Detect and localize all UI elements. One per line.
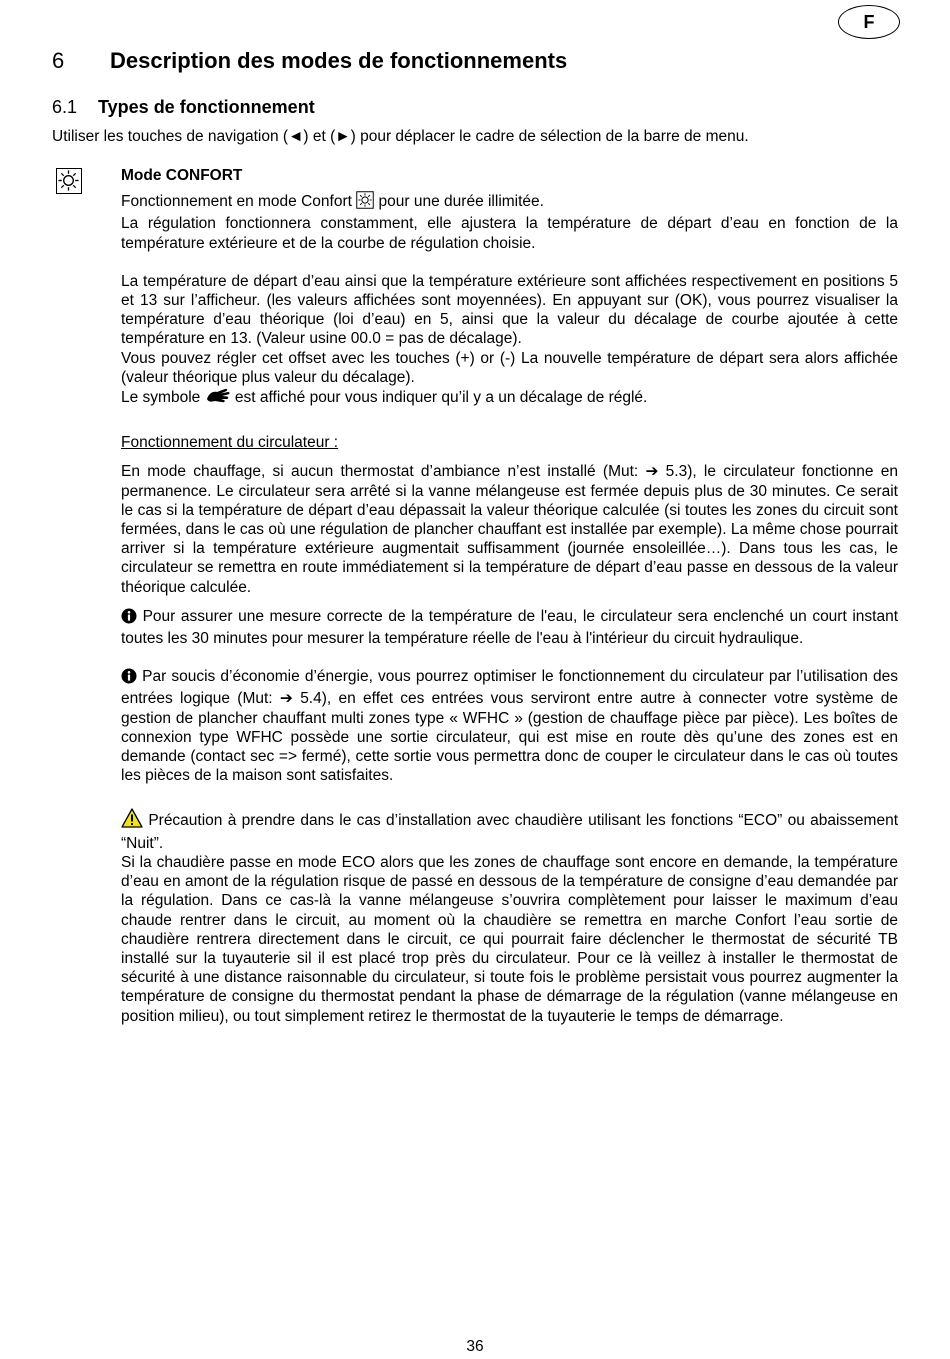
section-heading [52, 48, 567, 74]
language-badge-label: F [863, 11, 875, 32]
mode-line1-after: pour une durée illimitée. [378, 193, 544, 211]
sun-inline-icon [356, 191, 374, 214]
caution-title [121, 808, 898, 852]
circulator-para: En mode chauffage, si aucun thermostat d’ambiance n’est installé (Mut: ➔ 5.3), le circulateur fonctionne en permanence. Le circulateur sera arrêté si la vanne mélangeuse est fermée depuis plus de 30 minutes. Ce serait le cas si la température de départ d’eau dépassait la valeur théorique calculée (si toutes les zones du circuit sont fermées, dans le cas où une régulation de plancher chauffant est installée par exemple). La même chose pourrait arriver si la température extérieure augmentait suffisamment (journée ensoleillée…). Dans tous les cas, le circulateur se remettra en route immédiatement si la température de départ d’eau passe en dessous de la valeur théorique calculée. [121, 463, 898, 596]
intro-text: Utiliser les touches de navigation (◄) et (►) pour déplacer le cadre de sélection de la barre de menu. [52, 128, 749, 145]
caution-title-text: Précaution à prendre dans le cas d’installation avec chaudière utilisant les fonctions “ECO” ou abaissement “Nuit”. [121, 812, 899, 852]
page-number: 36 [466, 1338, 484, 1355]
section-title: Description des modes de fonctionnements [110, 48, 568, 73]
section-number: 6 [52, 48, 65, 73]
info-note-2 [121, 667, 898, 785]
info-note-2-text: Par soucis d’économie d’énergie, vous pourrez optimiser le fonctionnement du circulateur par l’utilisation des entrées logique (Mut: ➔ 5.4), en effet ces entrées vous serviront entre autre à connecter votre système de gestion de plancher chauffant multi zones type « WFHC » (gestion de chauffage pièce par pièce). Les boîtes de connexion type WFHC possède une sortie circulateur, qui est mise en route dès qu’une des zones est en demande (contact sec => fermé), cette sortie vous permettra donc de couper le circulateur dans le cas où toutes les pièces de la maison sont satisfaites. [121, 668, 898, 785]
mode-symbol-line [121, 387, 898, 410]
language-badge [838, 5, 900, 39]
caution-para: Si la chaudière passe en mode ECO alors que les zones de chauffage sont encore en demande, la température d’eau en amont de la régulation risque de passé en dessous de la température de consigne d’eau demandée par la régulation. Dans ce cas-là la vanne mélangeuse s’ouvrira complètement pour laisser le maximum d’eau chaude rentrer dans le circuit, au moment où la chaudière se remettra en marche Confort l’eau sortie de chaudière rentrera directement dans le circuit, ce qui pourrait faire déclencher le thermostat de sécurité TB installé sur la tuyauterie sil il est placé trop près du circulateur. Pour ce là veillez à installer le thermostat de sécurité à une distance raisonnable du circulateur, si toute fois le problème persistait vous pourrez augmenter la température de consigne du thermostat pendant la phase de démarrage de la régulation (vanne mélangeuse en position milieu), ou tout simplement retirez le thermostat de la tuyauterie le temps de démarrage. [121, 853, 898, 1025]
mode-line1 [121, 191, 898, 214]
subsection-number: 6.1 [52, 97, 78, 117]
hand-icon [205, 387, 231, 410]
mode-para2: La température de départ d’eau ainsi que la température extérieure sont affichées respectivement en positions 5 et 13 sur l’afficheur. (les valeurs affichées sont moyennées). En appuyant sur (OK), vous pourrez visualiser la température d’eau théorique (loi d’eau) en 5, ainsi que la valeur du décalage de courbe ajoutée à cette température en 13. (Valeur usine 00.0 = pas de décalage). [121, 272, 898, 348]
main-content [121, 166, 898, 1026]
mode-title: Mode CONFORT [121, 167, 243, 184]
subsection-heading [52, 97, 315, 118]
mode-line1-before: Fonctionnement en mode Confort [121, 193, 352, 211]
warning-icon [121, 808, 143, 833]
symbol-before: Le symbole [121, 389, 201, 407]
symbol-after: est affiché pour vous indiquer qu’il y a un décalage de réglé. [234, 389, 648, 407]
info-note-1 [121, 607, 898, 648]
info-icon [121, 668, 137, 689]
mode-para1: La régulation fonctionnera constamment, elle ajustera la température de départ d’eau en fonction de la température extérieure et de la courbe de régulation choisie. [121, 215, 898, 252]
circulator-heading: Fonctionnement du circulateur : [121, 434, 339, 452]
mode-para3: Vous pouvez régler cet offset avec les touches (+) or (-) La nouvelle température de départ sera alors affichée (valeur théorique plus valeur du décalage). [121, 349, 898, 386]
comfort-mode-sun-icon [56, 168, 82, 194]
info-note-1-text: Pour assurer une mesure correcte de la température de l'eau, le circulateur sera enclenché un court instant toutes les 30 minutes pour mesurer la température réelle de l'eau à l'intérieur du circuit hydraulique. [121, 607, 899, 648]
subsection-title: Types de fonctionnement [98, 97, 315, 117]
info-icon [121, 608, 137, 629]
